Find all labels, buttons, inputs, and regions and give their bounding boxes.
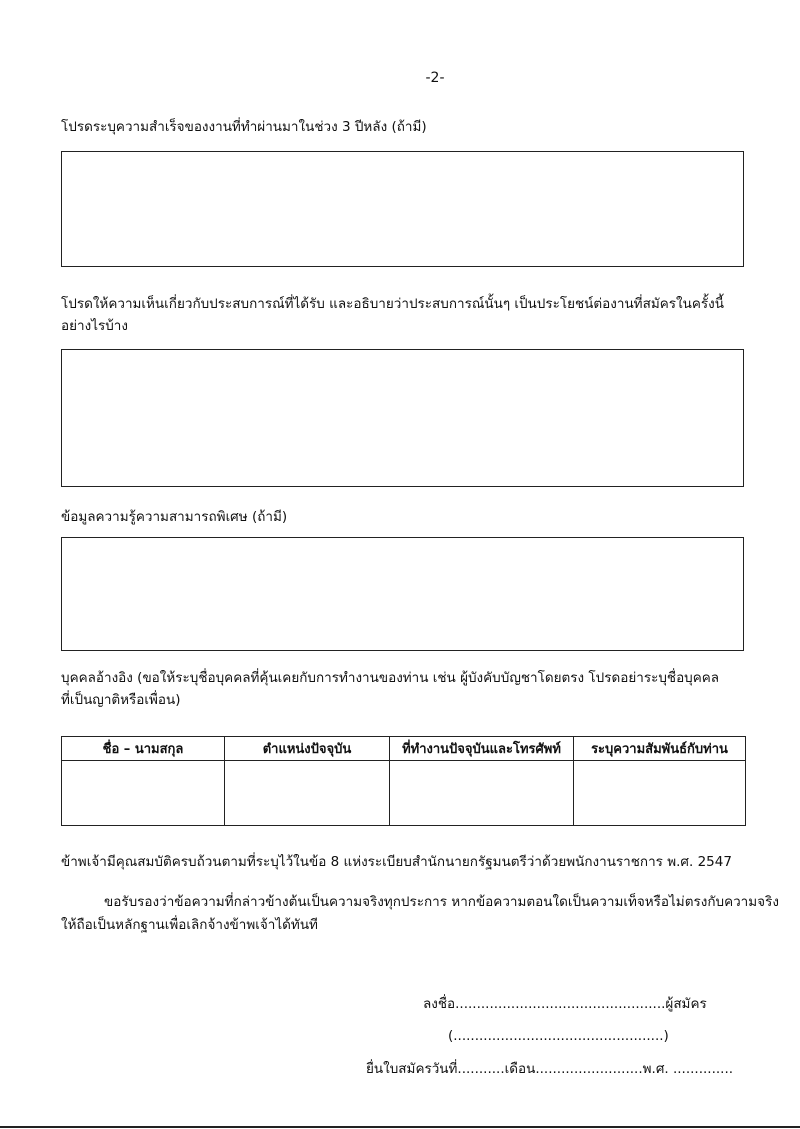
certification-line2: ให้ถือเป็นหลักฐานเพื่อเลิกจ้างข้าพเจ้าได้ทันที xyxy=(61,917,318,933)
column-header-name: ชื่อ – นามสกุล xyxy=(62,737,225,761)
experience-input-box[interactable] xyxy=(61,349,744,487)
column-header-relationship: ระบุความสัมพันธ์กับท่าน xyxy=(574,737,746,761)
achievements-label: โปรดระบุความสำเร็จของงานที่ทำผ่านมาในช่วง 3 ปีหลัง (ถ้ามี) xyxy=(61,119,427,135)
experience-label-line2: อย่างไรบ้าง xyxy=(61,318,128,334)
references-label-line1: บุคคลอ้างอิง (ขอให้ระบุชื่อบุคคลที่คุ้นเคยกับการทำงานของท่าน เช่น ผู้บังคับบัญชาโดยตรง โปรดอย่าระบุชื่อบุคคล xyxy=(61,670,720,686)
printed-name-line[interactable]: (.................................................) xyxy=(448,1028,669,1044)
certification-line1: ขอรับรองว่าข้อความที่กล่าวข้างต้นเป็นความจริงทุกประการ หากข้อความตอนใดเป็นความเท็จหรือไม่ตรงกับความจริง xyxy=(104,894,779,910)
special-skills-label: ข้อมูลความรู้ความสามารถพิเศษ (ถ้ามี) xyxy=(61,509,288,525)
reference-workplace-cell[interactable] xyxy=(390,761,574,826)
reference-position-cell[interactable] xyxy=(225,761,390,826)
signature-line[interactable]: ลงชื่อ.................................................ผู้สมัคร xyxy=(423,996,707,1012)
references-header-row xyxy=(62,737,746,761)
page-number: -2- xyxy=(425,70,445,86)
column-header-position: ตำแหน่งปัจจุบัน xyxy=(225,737,390,761)
special-skills-input-box[interactable] xyxy=(61,537,744,651)
reference-name-cell[interactable] xyxy=(62,761,225,826)
bottom-divider xyxy=(0,1126,800,1128)
column-header-workplace-phone: ที่ทำงานปัจจุบันและโทรศัพท์ xyxy=(390,737,574,761)
qualification-statement: ข้าพเจ้ามีคุณสมบัติครบถ้วนตามที่ระบุไว้ในข้อ 8 แห่งระเบียบสำนักนายกรัฐมนตรีว่าด้วยพนักงานราชการ พ.ศ. 2547 xyxy=(61,854,732,870)
application-date-line[interactable]: ยื่นใบสมัครวันที่...........เดือน.........................พ.ศ. .............. xyxy=(366,1061,734,1077)
achievements-input-box[interactable] xyxy=(61,151,744,267)
references-table xyxy=(61,736,746,826)
references-label-line2: ที่เป็นญาติหรือเพื่อน) xyxy=(61,692,181,708)
reference-relationship-cell[interactable] xyxy=(574,761,746,826)
experience-label-line1: โปรดให้ความเห็นเกี่ยวกับประสบการณ์ที่ได้รับ และอธิบายว่าประสบการณ์นั้นๆ เป็นประโยชน์ต่องานที่สมัครในครั้งนี้ xyxy=(61,296,724,312)
table-row xyxy=(62,761,746,826)
